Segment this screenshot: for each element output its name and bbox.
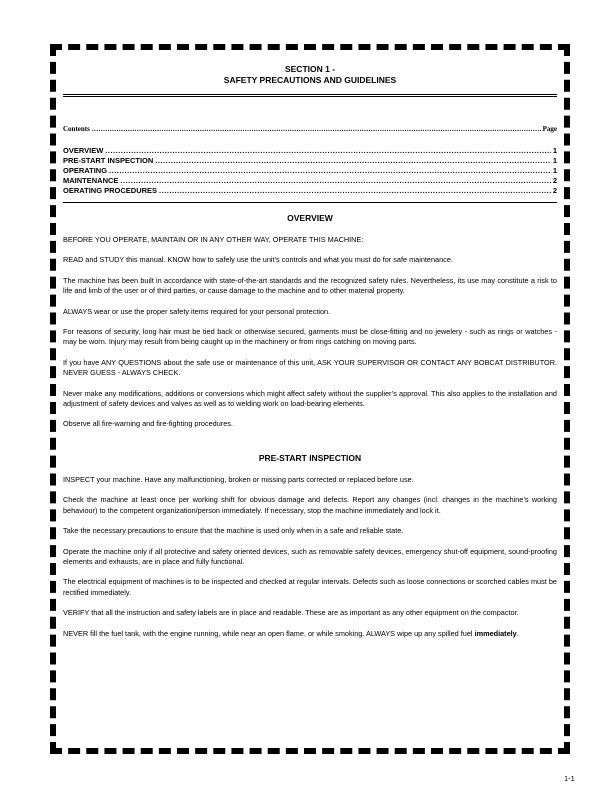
toc-leader-dots [105,146,551,156]
prestart-paragraph: Take the necessary precautions to ensure that the machine is used only when in a safe and reliable state. [63,526,404,536]
overview-paragraph: ALWAYS wear or use the proper safety items required for your personal protection. [63,306,331,316]
overview-paragraph: Observe all fire-warning and fire-fighting procedures. [63,419,233,429]
prestart-paragraph: The electrical equipment of machines is to be inspected and checked at regular intervals. Defects such as loose connections or scorched cables must be rectified immediately. [63,577,557,597]
toc-bottom-rule [63,202,557,203]
toc-entry-label: OVERVIEW [63,146,104,155]
prestart-paragraph: Operate the machine only if all protective and safety oriented devices, such as removable safety devices, emergency shut-off equipment, sound-proofing elements and exhausts, are in place and fully functional. [63,546,557,566]
overview-paragraph: The machine has been built in accordance with state-of-the-art standards and the recognized safety rules. Nevertheless, its use may constitute a risk to life and limb of the user or of third parties, or cause damage to the machine and to other material property. [63,275,557,296]
overview-paragraph: BEFORE YOU OPERATE, MAINTAIN OR IN ANY OTHER WAY, OPERATE THIS MACHINE: [63,235,364,244]
toc-entry-page: 1 [552,156,557,165]
overview-heading: OVERVIEW [287,213,333,223]
section-title [63,64,557,86]
toc-entry-page: 1 [552,166,557,175]
table-of-contents [63,146,557,196]
overview-paragraph: READ and STUDY this manual. KNOW how to safely use the unit’s controls and what you must do for safe maintenance. [63,255,453,265]
overview-paragraph: Never make any modifications, additions or conversions which might affect safety without the supplier’s approval. This also applies to the installation and adjustment of safety devices and valves as well as to welding work on load-bearing elements. [63,388,557,409]
toc-leader-dots [92,125,541,134]
toc-leader-dots [109,166,551,176]
toc-entry[interactable] [63,156,557,166]
toc-contents-label: Contents [63,125,90,133]
fuel-paragraph-emphasis: immediately [474,628,517,638]
toc-entry-page: 2 [552,176,557,185]
toc-entry-label: OPERATING [63,166,108,175]
section-name: SAFETY PRECAUTIONS AND GUIDELINES [223,75,397,85]
prestart-heading: PRE-START INSPECTION [258,452,362,463]
prestart-paragraph: INSPECT your machine. Have any malfunctioning, broken or missing parts corrected or replaced before use. [63,474,414,484]
prestart-paragraph: Check the machine at least once per working shift for obvious damage and defects. Report any changes (incl. changes in the machine’s working behaviour) to the competent organization/person immediately. If necessary, stop the machine immediately and lock it. [63,495,557,515]
prestart-paragraph: VERIFY that all the instruction and safety labels are in place and readable. These are as important as any other equipment on the compactor. [63,608,519,618]
fuel-paragraph-end: . [516,628,519,638]
toc-entry[interactable] [63,186,557,196]
section-number: SECTION 1 - [284,64,336,74]
toc-entry-label: OERATING PROCEDURES [63,186,158,195]
toc-entry[interactable] [63,146,557,156]
toc-entry[interactable] [63,166,557,176]
overview-paragraph: If you have ANY QUESTIONS about the safe use or maintenance of this unit, ASK YOUR SUPERVISOR OR CONTACT ANY BOBCAT DISTRIBUTOR. NEVER GUESS - ALWAYS CHECK. [63,357,557,378]
page-number: 1-1 [564,774,575,783]
fuel-paragraph-text: NEVER fill the fuel tank, with the engine running, while near an open flame, or while smoking. ALWAYS wipe up any spilled fuel [63,628,475,638]
toc-entry-label: PRE-START INSPECTION [63,156,154,165]
toc-header [63,125,557,134]
toc-leader-dots [120,176,550,186]
toc-leader-dots [159,186,551,196]
toc-entry-page: 1 [552,146,557,155]
toc-entry-page: 2 [552,186,557,195]
title-double-rule [63,94,557,97]
toc-page-label: Page [542,125,557,133]
toc-leader-dots [155,156,551,166]
toc-entry[interactable] [63,176,557,186]
toc-entry-label: MAINTENANCE [63,176,119,185]
page-content [63,64,557,639]
prestart-fuel-paragraph [63,629,557,639]
overview-paragraph: For reasons of security, long hair must be tied back or otherwise secured, garments must be close-fitting and no jewelery - such as rings or watches - may be worn. Injury may result from being caught up in the machinery or from rings catching on moving parts. [63,327,557,347]
